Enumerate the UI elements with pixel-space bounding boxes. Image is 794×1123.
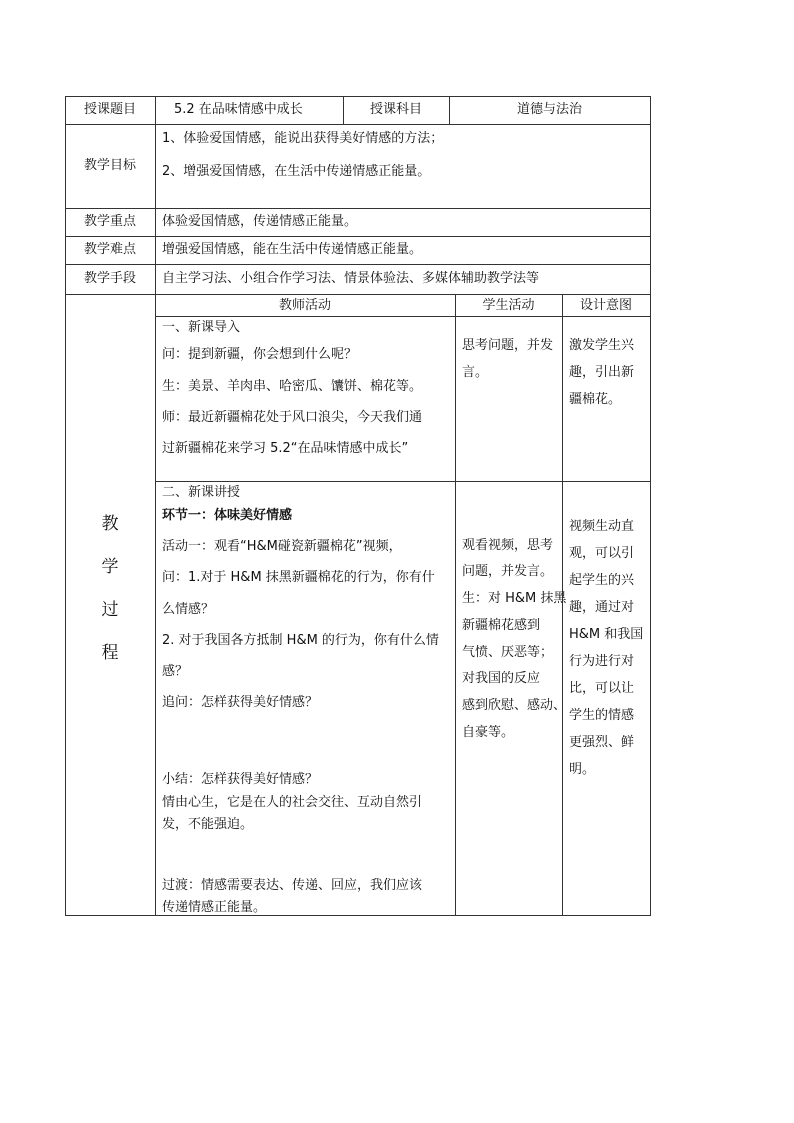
teacher-line: 生：美景、羊肉串、哈密瓜、馕饼、棉花等。 [162, 379, 423, 394]
table-border [65, 264, 651, 265]
student-line: 言。 [462, 365, 489, 380]
table-border [155, 316, 651, 317]
objective-item: 2、增强爱国情感，在生活中传递情感正能量。 [162, 164, 431, 179]
difficulty-value: 增强爱国情感，能在生活中传递情感正能量。 [162, 242, 423, 257]
table-border [65, 208, 651, 209]
student-line: 气愤、厌恶等； [462, 645, 554, 660]
student-line: 新疆棉花感到 [462, 618, 541, 633]
intent-line: 激发学生兴 [569, 338, 635, 353]
teacher-line: 问：1.对于 H&M 抹黑新疆棉花的行为，你有什 [162, 570, 435, 585]
table-border [650, 96, 651, 916]
methods-label: 教学手段 [83, 271, 136, 286]
key-point-value: 体验爱国情感，传递情感正能量。 [162, 214, 358, 229]
student-line: 生：对 H&M 抹黑 [462, 591, 567, 606]
difficulty-label: 教学难点 [83, 242, 136, 257]
teacher-line: 师：最近新疆棉花处于风口浪尖，今天我们通 [162, 410, 423, 425]
student-line: 思考问题，并发 [462, 338, 554, 353]
subject-value: 道德与法治 [516, 102, 582, 117]
transition-line: 传递情感正能量。 [162, 900, 267, 915]
summary-line: 情由心生，它是在人的社会交往、互动自然引 [162, 795, 423, 810]
teacher-line: 过新疆棉花来学习 5.2“在品味情感中成长” [162, 441, 409, 456]
teacher-line: 2. 对于我国各方抵制 H&M 的行为，你有什么情 [162, 633, 439, 648]
column-header: 学生活动 [482, 298, 535, 313]
summary-line: 发，不能强迫。 [162, 817, 254, 832]
section-subheading: 环节一：体味美好情感 [162, 508, 293, 523]
intent-line: 更强烈、鲜 [569, 735, 635, 750]
table-border [155, 481, 651, 482]
column-header: 教师活动 [278, 298, 331, 313]
methods-value: 自主学习法、小组合作学习法、情景体验法、多媒体辅助教学法等 [162, 271, 540, 286]
student-line: 对我国的反应 [462, 671, 541, 686]
intent-line: 比，可以让 [569, 681, 635, 696]
intent-line: 学生的情感 [569, 708, 635, 723]
student-line: 感到欣慰、感动、 [462, 698, 567, 713]
intent-line: 趣，通过对 [569, 600, 635, 615]
objective-item: 1、体验爱国情感，能说出获得美好情感的方法； [162, 131, 444, 146]
intent-line: 行为进行对 [569, 654, 635, 669]
process-label-char: 学 [101, 557, 119, 577]
objectives-label: 教学目标 [83, 158, 136, 173]
student-line: 观看视频，思考 [462, 538, 554, 553]
topic-label: 授课题目 [83, 102, 136, 117]
process-label-char: 教 [101, 514, 119, 534]
intent-line: 起学生的兴 [569, 573, 635, 588]
teacher-line: 感？ [162, 664, 189, 679]
table-border [455, 294, 456, 916]
table-border [65, 294, 651, 295]
column-header: 设计意图 [579, 298, 632, 313]
intent-line: 明。 [569, 762, 596, 777]
table-border [65, 124, 651, 125]
section-heading: 二、新课讲授 [162, 485, 241, 500]
intent-line: 观，可以引 [569, 546, 635, 561]
teacher-line: 问：提到新疆，你会想到什么呢？ [162, 347, 358, 362]
intent-line: 疆棉花。 [569, 392, 622, 407]
summary-line: 小结：怎样获得美好情感？ [162, 772, 319, 787]
table-border [155, 96, 156, 916]
transition-line: 过渡：情感需要表达、传递、回应，我们应该 [162, 878, 423, 893]
teacher-line: 一、新课导入 [162, 320, 241, 335]
process-label-char: 程 [101, 643, 119, 663]
teacher-line: 追问：怎样获得美好情感？ [162, 695, 319, 710]
student-line: 自豪等。 [462, 725, 515, 740]
key-point-label: 教学重点 [83, 214, 136, 229]
student-line: 问题，并发言。 [462, 564, 554, 579]
intent-line: H&M 和我国 [569, 627, 644, 642]
table-border [65, 915, 651, 916]
teacher-line: 活动一：观看“H&M碰瓷新疆棉花”视频， [162, 539, 402, 554]
subject-label: 授课科目 [369, 102, 422, 117]
intent-line: 趣，引出新 [569, 365, 635, 380]
teacher-line: 么情感？ [162, 602, 215, 617]
table-border [65, 96, 651, 97]
intent-line: 视频生动直 [569, 519, 635, 534]
process-label-char: 过 [101, 600, 119, 620]
table-border [65, 236, 651, 237]
topic-value: 5.2 在品味情感中成长 [174, 102, 303, 117]
